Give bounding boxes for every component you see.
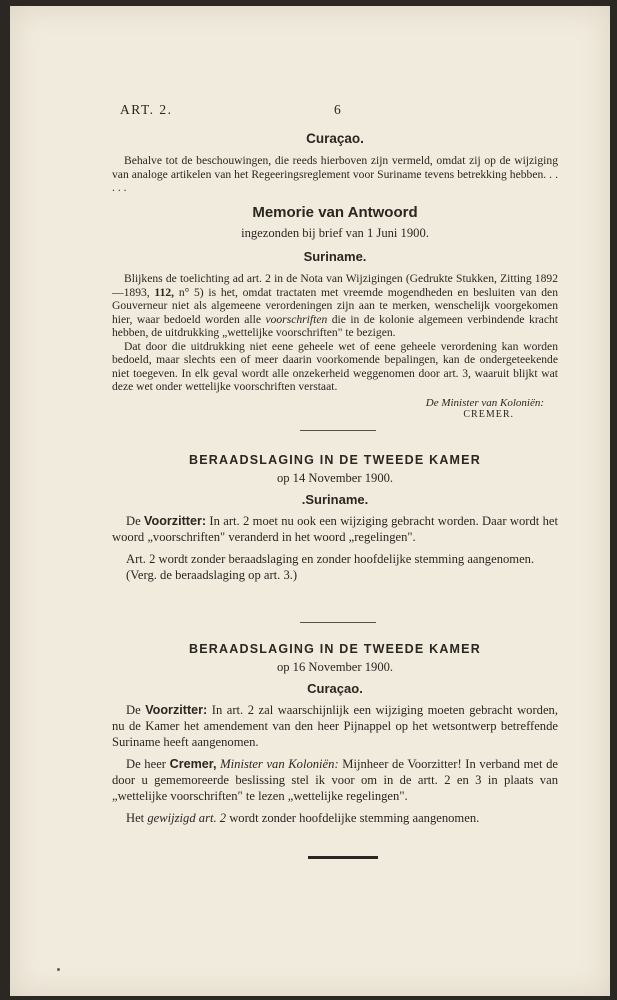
page-number: 6 [334, 102, 343, 117]
signature-name: CREMER. [463, 408, 514, 420]
section-heading: Curaçao. [306, 131, 364, 146]
paragraph [112, 272, 558, 340]
text-span: De heer [126, 757, 170, 771]
section-curacao-1 [112, 131, 558, 195]
paragraph: Art. 2 wordt zonder beraadslaging en zonder hoofdelijke stemming aangenomen. [126, 552, 535, 566]
text-span: die in de kolonie algemeen verbindende kracht hebben, de uitdrukking „wettelijke voorschriften" te bezigen. [112, 312, 558, 339]
paragraph: Dat door die uitdrukking niet eene geheele wet of eene geheele verordening kan worden bedoeld, maar slechts een of meer daarin voorkomende bepalingen, kan de ondergeteekende niet toegeven. In elk geval wordt alle onzekerheid weggenomen door art. 3, waaruit blijkt wat deze wet onder wettelijke voorschriften verstaat. [112, 339, 558, 393]
margin-dot [57, 968, 60, 971]
italic-span: voorschriften [265, 312, 328, 326]
text-span: De [126, 514, 145, 528]
debate-14-november [112, 453, 558, 583]
signature-title: De Minister van Koloniën: [425, 396, 544, 409]
speaker-name: Cremer, [169, 757, 217, 771]
text-span: wordt zonder hoofdelijke stemming aangenomen. [226, 811, 480, 825]
text-span: In art. 2 zal waarschijnlijk een wijziging moeten gebracht worden, nu de Kamer het amendement van den heer Pijnappel op het wetsontwerp betreffende Suriname heeft aangenomen. [112, 703, 558, 749]
text-span: Mijnheer de Voorzitter! In verband met de door u gememoreerde beslissing stel ik voor om in de artt. 2 en 3 in plaats van „wettelijke voorschriften" te lezen „wettelijke regelingen". [112, 757, 558, 803]
debate-heading: Curaçao. [307, 681, 363, 696]
debate-date: op 16 November 1900. [276, 660, 394, 674]
paragraph [112, 756, 558, 804]
paragraph [112, 513, 558, 545]
paragraph [112, 702, 558, 750]
debate-heading: .Suriname. [301, 492, 369, 507]
paragraph: (Verg. de beraadslaging op art. 3.) [126, 568, 298, 582]
italic-span: gewijzigd art. 2 [147, 811, 227, 825]
memorie-heading: Suriname. [303, 249, 367, 264]
end-rule [308, 856, 378, 859]
section-text [112, 154, 558, 195]
debate-16-november [112, 642, 558, 826]
speaker-name: Voorzitter: [144, 514, 207, 528]
text-span: In art. 2 moet nu ook een wijziging gebracht worden. Daar wordt het woord „voorschriften" veranderd in het woord „regelingen". [112, 514, 558, 544]
memorie-title: Memorie van Antwoord [252, 204, 418, 221]
debate-body [112, 702, 558, 826]
paragraph [112, 810, 558, 826]
memorie-van-antwoord [112, 204, 558, 420]
speaker-name: Voorzitter: [145, 703, 208, 717]
debate-body [112, 513, 558, 583]
text-span: Het [126, 811, 148, 825]
text-span: Blijkens de toelichting ad art. 2 in de Nota van Wijzigingen (Gedrukte Stukken, Zitting 1892—1893, [112, 272, 558, 299]
section-divider [300, 430, 376, 431]
text-span: n° 5) is het, omdat tractaten met vreemde mogendheden en besluiten van den Gouverneur niet als algemeene verordeningen zijn aan te merken, wenschelijk voorgekomen hier, waar bedoeld worden alle [112, 285, 559, 326]
debate-title: BERAADSLAGING IN DE TWEEDE KAMER [189, 642, 481, 656]
section-divider [300, 622, 376, 623]
memorie-body [112, 272, 558, 394]
text-span: De [126, 703, 146, 717]
paragraph: Behalve tot de beschouwingen, die reeds hierboven zijn vermeld, omdat zij op de wijziging van analoge artikelen van het Regeeringsreglement voor Suriname tevens betrekking hebben. . . . . . [112, 154, 558, 194]
bold-span: 112, [154, 285, 175, 299]
article-label: ART. 2. [120, 102, 173, 117]
speaker-role: Minister van Koloniën: [216, 757, 339, 771]
debate-date: op 14 November 1900. [276, 471, 394, 485]
memorie-subtitle: ingezonden bij brief van 1 Juni 1900. [241, 226, 429, 240]
debate-title: BERAADSLAGING IN DE TWEEDE KAMER [189, 453, 481, 467]
